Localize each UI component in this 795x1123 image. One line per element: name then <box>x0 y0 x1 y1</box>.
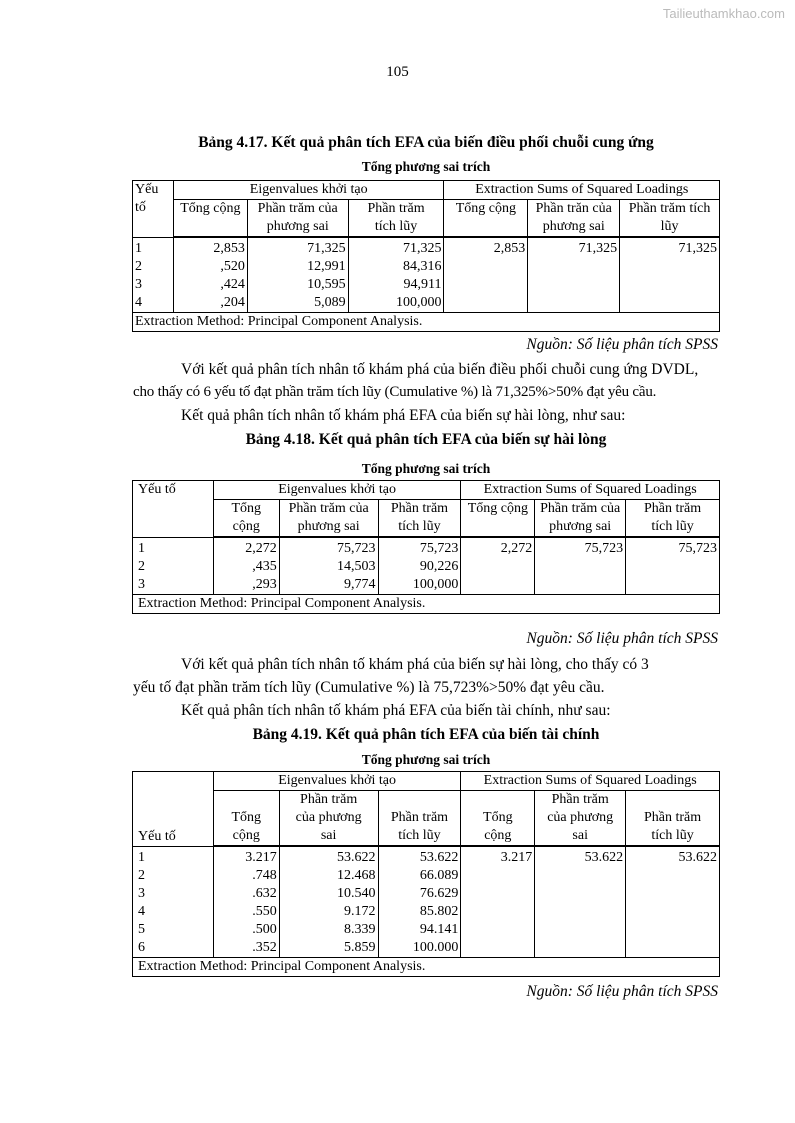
table-4-17-caption: Bảng 4.17. Kết quả phân tích EFA của biến điều phối chuỗi cung ứng <box>198 134 654 151</box>
col-total: Tổng cộng <box>213 791 279 847</box>
value-cell: 53.622 <box>535 846 626 867</box>
value-cell: 14,503 <box>279 558 378 576</box>
value-cell <box>626 576 720 595</box>
value-cell: 3.217 <box>461 846 535 867</box>
value-cell: 71,325 <box>620 237 720 258</box>
paragraph-1-line-2: cho thấy có 6 yếu tố đạt phần trăm tích lũy (Cumulative %) là 71,325%>50% đạt yêu cầu. <box>133 384 657 400</box>
value-cell: 75,723 <box>279 537 378 558</box>
factor-cell: 4 <box>133 294 174 313</box>
value-cell: 10.540 <box>279 885 378 903</box>
value-cell <box>461 885 535 903</box>
table-4-18-caption: Bảng 4.18. Kết quả phân tích EFA của biến sự hài lòng <box>245 431 607 448</box>
value-cell: 75,723 <box>378 537 461 558</box>
value-cell: 53.622 <box>378 846 461 867</box>
table-4-19 <box>132 771 720 977</box>
value-cell: 66.089 <box>378 867 461 885</box>
value-cell <box>626 939 720 958</box>
table-row <box>133 294 720 313</box>
value-cell <box>444 258 528 276</box>
value-cell: 10,595 <box>247 276 348 294</box>
value-cell: 53.622 <box>279 846 378 867</box>
value-cell: 75,723 <box>626 537 720 558</box>
value-cell <box>461 867 535 885</box>
factor-cell: 3 <box>133 276 174 294</box>
value-cell: ,520 <box>173 258 247 276</box>
factor-cell: 2 <box>133 558 214 576</box>
value-cell <box>528 294 620 313</box>
value-cell: 2,272 <box>461 537 535 558</box>
factor-cell: 6 <box>133 939 214 958</box>
value-cell: 2,272 <box>213 537 279 558</box>
table-footer: Extraction Method: Principal Component Analysis. <box>133 313 720 332</box>
value-cell <box>535 867 626 885</box>
value-cell <box>444 294 528 313</box>
factor-cell: 2 <box>133 258 174 276</box>
table-row <box>133 867 720 885</box>
col-ext-variance-pct: Phần trăm của phương sai <box>535 791 626 847</box>
col-ext-cumulative-pct: Phần trăm tích lũy <box>626 791 720 847</box>
value-cell: 100,000 <box>378 576 461 595</box>
factor-cell: 3 <box>133 885 214 903</box>
value-cell: 100,000 <box>348 294 444 313</box>
col-ext-variance-pct: Phần trăm của phương sai <box>535 500 626 538</box>
value-cell <box>620 276 720 294</box>
eigen-group-header: Eigenvalues khởi tạo <box>173 181 444 200</box>
value-cell <box>626 558 720 576</box>
table-row <box>133 237 720 258</box>
table-4-17-subtitle: Tổng phương sai trích <box>361 159 491 174</box>
value-cell: .748 <box>213 867 279 885</box>
table-row <box>133 258 720 276</box>
value-cell: 8.339 <box>279 921 378 939</box>
table-4-18 <box>132 480 720 614</box>
table-row <box>133 885 720 903</box>
value-cell <box>528 276 620 294</box>
value-cell: 3.217 <box>213 846 279 867</box>
col-total: Tổng cộng <box>173 200 247 238</box>
eigen-group-header: Eigenvalues khởi tạo <box>213 481 461 500</box>
col-variance-pct: Phần trăm của phương sai <box>279 791 378 847</box>
value-cell: 2,853 <box>444 237 528 258</box>
col-ext-variance-pct: Phần trăn của phương sai <box>528 200 620 238</box>
value-cell: 9,774 <box>279 576 378 595</box>
value-cell <box>535 885 626 903</box>
value-cell <box>626 885 720 903</box>
value-cell <box>620 258 720 276</box>
col-variance-pct: Phần trăm của phương sai <box>279 500 378 538</box>
table-row <box>133 576 720 595</box>
col-variance-pct: Phần trăm của phương sai <box>247 200 348 238</box>
factor-cell: 1 <box>133 237 174 258</box>
value-cell: 84,316 <box>348 258 444 276</box>
paragraph-2 <box>133 653 720 722</box>
table-row <box>133 537 720 558</box>
value-cell <box>626 903 720 921</box>
value-cell <box>528 258 620 276</box>
value-cell: 71,325 <box>348 237 444 258</box>
value-cell: ,293 <box>213 576 279 595</box>
value-cell: 94,911 <box>348 276 444 294</box>
value-cell: 71,325 <box>528 237 620 258</box>
value-cell: 90,226 <box>378 558 461 576</box>
factor-header: Yếu tố <box>133 481 214 538</box>
value-cell: 9.172 <box>279 903 378 921</box>
col-cumulative-pct: Phần trăm tích lũy <box>378 791 461 847</box>
value-cell: .500 <box>213 921 279 939</box>
table-4-18-subtitle: Tổng phương sai trích <box>361 461 491 476</box>
value-cell <box>626 867 720 885</box>
value-cell: 76.629 <box>378 885 461 903</box>
table-4-17-source: Nguồn: Số liệu phân tích SPSS <box>526 336 718 353</box>
col-ext-cumulative-pct: Phần trăm tích lũy <box>626 500 720 538</box>
col-ext-total: Tổng cộng <box>461 791 535 847</box>
extraction-group-header: Extraction Sums of Squared Loadings <box>444 181 720 200</box>
factor-cell: 1 <box>133 537 214 558</box>
value-cell: 53.622 <box>626 846 720 867</box>
table-footer: Extraction Method: Principal Component Analysis. <box>133 958 720 977</box>
value-cell <box>620 294 720 313</box>
value-cell: .550 <box>213 903 279 921</box>
col-ext-cumulative-pct: Phần trăm tích lũy <box>620 200 720 238</box>
table-4-18-source: Nguồn: Số liệu phân tích SPSS <box>526 630 718 647</box>
extraction-group-header: Extraction Sums of Squared Loadings <box>461 481 720 500</box>
col-cumulative-pct: Phần trăm tích lũy <box>378 500 461 538</box>
value-cell <box>535 903 626 921</box>
col-total: Tổng cộng <box>213 500 279 538</box>
value-cell <box>461 921 535 939</box>
page-number: 105 <box>386 64 409 80</box>
factor-header: Yếu tố <box>133 181 174 238</box>
watermark: Tailieuthamkhao.com <box>662 6 785 21</box>
extraction-group-header: Extraction Sums of Squared Loadings <box>461 772 720 791</box>
value-cell <box>461 558 535 576</box>
value-cell: ,424 <box>173 276 247 294</box>
value-cell: 12,991 <box>247 258 348 276</box>
factor-cell: 5 <box>133 921 214 939</box>
value-cell: 100.000 <box>378 939 461 958</box>
table-4-19-subtitle: Tổng phương sai trích <box>361 752 491 767</box>
table-row <box>133 903 720 921</box>
value-cell <box>535 576 626 595</box>
value-cell: 75,723 <box>535 537 626 558</box>
col-cumulative-pct: Phần trăm tích lũy <box>348 200 444 238</box>
table-row <box>133 921 720 939</box>
value-cell <box>535 939 626 958</box>
value-cell <box>535 921 626 939</box>
paragraph-1-line-3: Kết quả phân tích nhân tố khám phá EFA của biến sự hài lòng, như sau: <box>181 407 626 424</box>
factor-cell: 1 <box>133 846 214 867</box>
eigen-group-header: Eigenvalues khởi tạo <box>213 772 461 791</box>
value-cell: .352 <box>213 939 279 958</box>
value-cell: 5.859 <box>279 939 378 958</box>
factor-cell: 4 <box>133 903 214 921</box>
col-ext-total: Tổng cộng <box>444 200 528 238</box>
value-cell: ,435 <box>213 558 279 576</box>
table-footer: Extraction Method: Principal Component Analysis. <box>133 595 720 614</box>
table-row <box>133 558 720 576</box>
value-cell <box>626 921 720 939</box>
paragraph-2-line-2: yếu tố đạt phần trăm tích lũy (Cumulative %) là 75,723%>50% đạt yêu cầu. <box>133 679 605 696</box>
table-4-19-source: Nguồn: Số liệu phân tích SPSS <box>526 983 718 1000</box>
value-cell <box>461 939 535 958</box>
value-cell: ,204 <box>173 294 247 313</box>
factor-header: Yếu tố <box>133 772 214 847</box>
paragraph-1-line-1: Với kết quả phân tích nhân tố khám phá của biến điều phối chuỗi cung ứng DVDL, <box>181 361 699 378</box>
factor-cell: 3 <box>133 576 214 595</box>
paragraph-1 <box>133 358 720 427</box>
col-ext-total: Tổng cộng <box>461 500 535 538</box>
value-cell: 12.468 <box>279 867 378 885</box>
paragraph-2-line-1: Với kết quả phân tích nhân tố khám phá của biến sự hài lòng, cho thấy có 3 <box>181 656 649 673</box>
value-cell: 94.141 <box>378 921 461 939</box>
table-4-19-caption: Bảng 4.19. Kết quả phân tích EFA của biến tài chính <box>252 726 600 743</box>
value-cell <box>461 576 535 595</box>
table-row <box>133 276 720 294</box>
factor-cell: 2 <box>133 867 214 885</box>
table-row <box>133 939 720 958</box>
paragraph-2-line-3: Kết quả phân tích nhân tố khám phá EFA của biến tài chính, như sau: <box>181 702 611 719</box>
value-cell: 85.802 <box>378 903 461 921</box>
table-4-17 <box>132 180 720 332</box>
value-cell: 5,089 <box>247 294 348 313</box>
value-cell <box>444 276 528 294</box>
value-cell <box>461 903 535 921</box>
value-cell: 2,853 <box>173 237 247 258</box>
table-row <box>133 846 720 867</box>
value-cell <box>535 558 626 576</box>
value-cell: .632 <box>213 885 279 903</box>
value-cell: 71,325 <box>247 237 348 258</box>
